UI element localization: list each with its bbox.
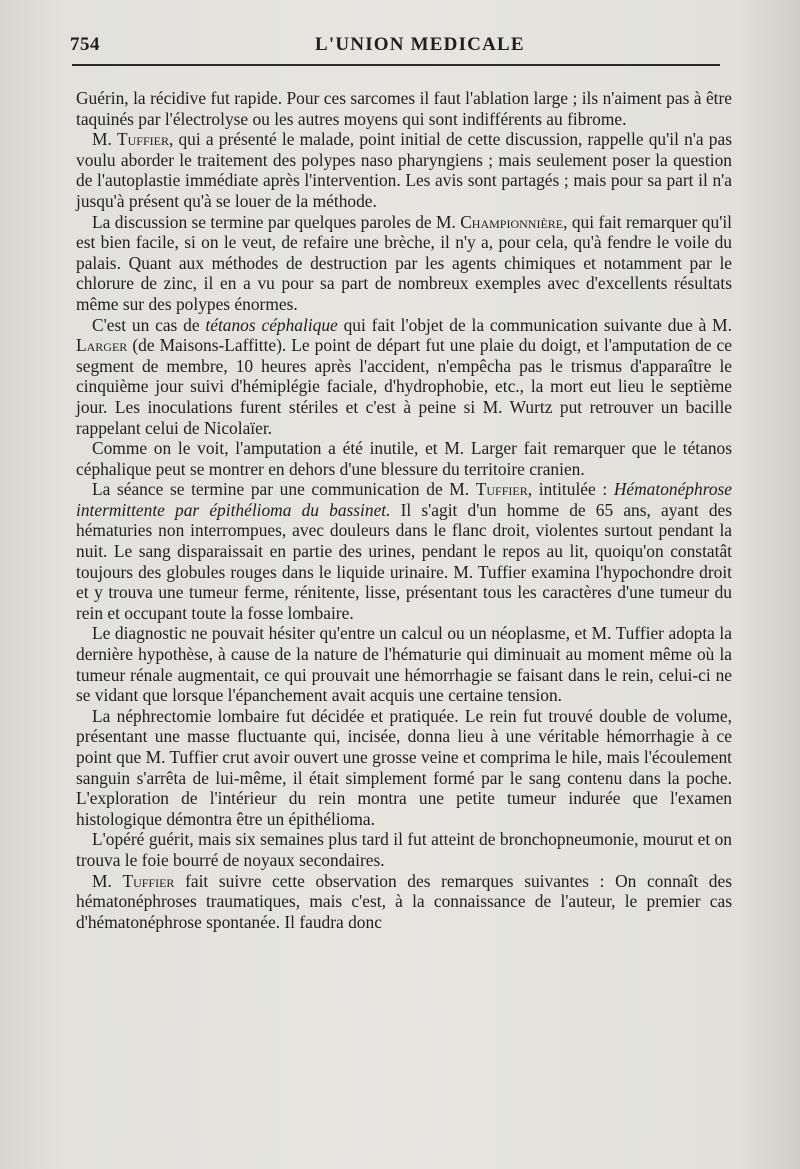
paragraph-text: La séance se termine par une communication de M.: [92, 479, 476, 500]
paragraph-text: Championnière: [460, 211, 564, 232]
paragraph-text: M.: [92, 129, 117, 150]
paragraph-text: qui fait l'objet de la communication suivante due à M.: [337, 314, 732, 335]
paragraph-text: La néphrectomie lombaire fut décidée et pratiquée. Le rein fut trouvé double de volume, présentant une masse fluctuante qui, incisée, donna lieu à une véritable hémorrhagie à ce point que M. Tuffier crut avoir ouvert une grosse veine et comprima le hile, mais l'écoulement sanguin s'arrêta de lui-même, il était simplement formé par le sang contenu dans la poche. L'exploration de l'intérieur du rein montra une petite tumeur indurée que l'examen histologique démontra être un épithélioma.: [76, 705, 732, 829]
paragraph-text: C'est un cas de: [92, 314, 206, 335]
paragraph-text: Tuffier: [116, 129, 169, 150]
paragraph-text: Larger: [76, 335, 128, 356]
paragraph-text: Tuffier: [122, 870, 175, 891]
paragraph-text: Guérin, la récidive fut rapide. Pour ces sarcomes il faut l'ablation large ; ils n'aiment pas à être taquinés par l'électrolyse ou les autres moyens qui sont indifférents au fibrome.: [76, 88, 732, 129]
paragraph: [76, 438, 732, 479]
paragraph: [76, 315, 732, 439]
page-number: 754: [70, 34, 100, 55]
paragraph: [76, 88, 732, 129]
page-header: [70, 32, 720, 60]
paragraph-text: L'opéré guérit, mais six semaines plus tard il fut atteint de bronchopneumonie, mourut et on trouva le foie bourré de noyaux secondaires.: [76, 829, 732, 870]
paragraph-text: fait suivre cette observation des remarques suivantes : On connaît des hématonéphroses traumatiques, mais c'est, à la connaissance de l'auteur, le premier cas d'hématonéphrose spontanée. Il faudra donc: [76, 870, 732, 932]
paragraph: [76, 706, 732, 830]
running-head: L'UNION MEDICALE: [315, 34, 525, 55]
paragraph-text: Hématonéphrose intermittente par épithélioma du bassinet.: [76, 479, 732, 520]
paragraph: [76, 623, 732, 705]
paragraph-text: , qui a présenté le malade, point initial de cette discussion, rappelle qu'il n'a pas voulu aborder le traitement des polypes naso pharyngiens ; mais seulement poser la question de l'autoplastie immédiate après l'intervention. Les avis sont partagés ; mais pour sa part il n'a jusqu'à présent qu'à se louer de la méthode.: [76, 129, 732, 211]
paragraph-text: tétanos céphalique: [205, 314, 338, 335]
paragraph-text: La discussion se termine par quelques paroles de M.: [92, 211, 461, 232]
header-rule: [72, 64, 720, 66]
paragraph-text: , intitulée :: [527, 479, 614, 500]
paragraph: [76, 129, 732, 211]
article-body: [76, 88, 732, 932]
paragraph: [76, 212, 732, 315]
paragraph-text: Tuffier: [475, 479, 528, 500]
paragraph-text: , qui fait remarquer qu'il est bien facile, si on le veut, de refaire une brèche, il n'y a, pour cela, qu'à fendre le voile du palais. Quant aux méthodes de destruction par les agents chimiques et notamment par le chlorure de zinc, il en a vu pour sa part de nombreux exemples avec d'excellents résultats même sur des polypes énormes.: [76, 211, 732, 314]
paragraph: [76, 479, 732, 623]
paragraph: [76, 829, 732, 870]
paragraph: [76, 871, 732, 933]
paragraph-text: (de Maisons-Laffitte). Le point de départ fut une plaie du doigt, et l'amputation de ce segment de membre, 10 heures après l'accident, n'empêcha pas le trismus d'apparaître le cinquième jour suivi d'hémiplégie faciale, d'hydrophobie, etc., la mort eut lieu le septième jour. Les inoculations furent stériles et c'est à peine si M. Wurtz put retrouver un bacille rappelant celui de Nicolaïer.: [76, 335, 732, 438]
paragraph-text: Comme on le voit, l'amputation a été inutile, et M. Larger fait remarquer que le tétanos céphalique peut se montrer en dehors d'une blessure du territoire cranien.: [76, 438, 732, 479]
paragraph-text: Le diagnostic ne pouvait hésiter qu'entre un calcul ou un néoplasme, et M. Tuffier adopta la dernière hypothèse, à cause de la nature de l'hématurie qui diminuait au moment même où la tumeur rénale augmentait, ce qui prouvait une hémorrhagie se faisant dans le rein, celui-ci ne se vidant que lorsque l'épanchement avait acquis une certaine tension.: [76, 623, 732, 706]
paragraph-text: Il s'agit d'un homme de 65 ans, ayant des hématuries non interrompues, avec douleurs dans le flanc droit, violentes surtout pendant la nuit. Le sang disparaissait en partie des urines, pendant le repos au lit, quoiqu'on constatât toujours des globules rouges dans le liquide urinaire. M. Tuffier examina l'hypochondre droit et y trouva une tumeur ferme, rénitente, lisse, présentant tous les caractères d'une tumeur du rein et occupant toute la fosse lombaire.: [76, 499, 732, 623]
paragraph-text: M.: [92, 870, 123, 891]
